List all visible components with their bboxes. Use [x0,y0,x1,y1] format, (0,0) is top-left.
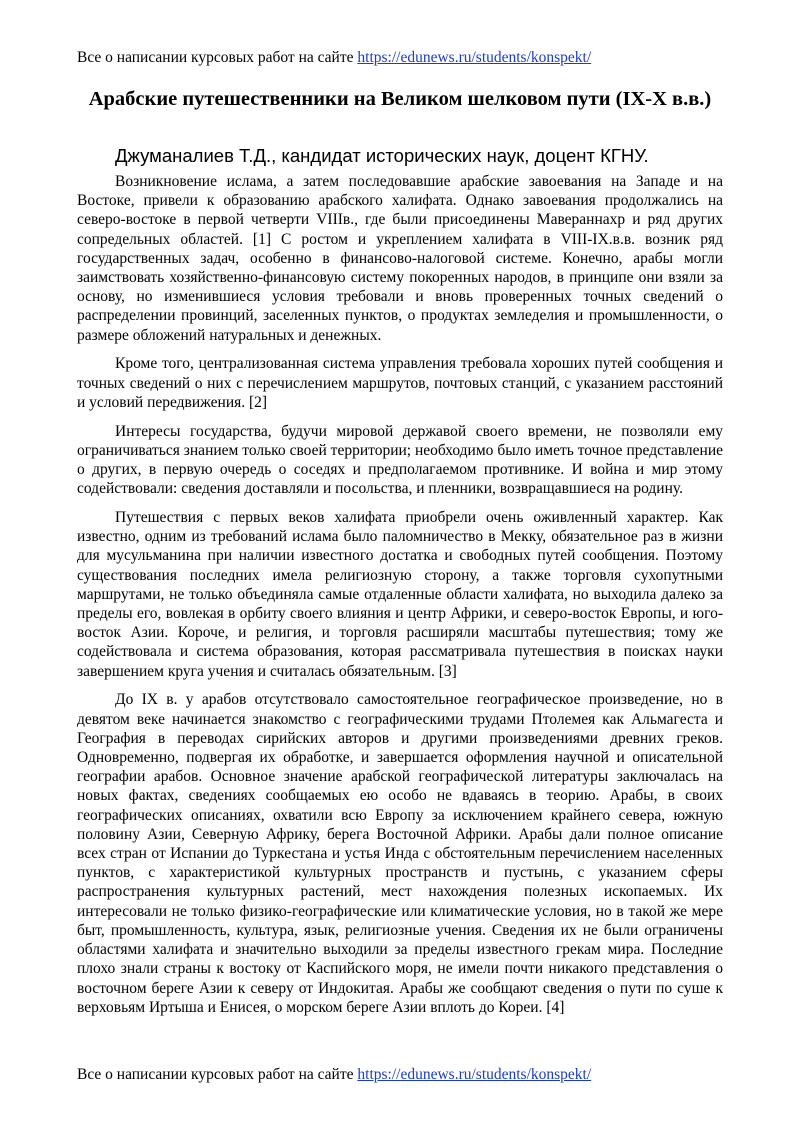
paragraph-2: Кроме того, централизованная система управления требовала хороших путей сообщения и точных сведений о них с перечислением маршрутов, почтовых станций, с указанием расстояний и условий передвижения. [2] [77,355,723,411]
page-footer [77,1065,591,1085]
header-text: Все о написании курсовых работ на сайте [77,49,358,66]
footer-text: Все о написании курсовых работ на сайте [77,1066,358,1083]
document-body [77,172,723,1027]
author-line: Джуманалиев Т.Д., кандидат исторических наук, доцент КГНУ. [115,145,649,166]
paragraph-1: Возникновение ислама, а затем последовавшие арабские завоевания на Западе и на Востоке, привели к образованию арабского халифата. Однако завоевания продолжались на северо-востоке в первой четверти VIIIв., где были присоединены Мавераннахр и ряд других сопредельных областей. [1] С ростом и укреплением халифата в VIII-IX.в.в. возник ряд государственных задач, особенно в финансово-налоговой системе. Конечно, арабы могли заимствовать хозяйственно-финансовую систему покоренных народов, в принципе они взяли за основу, но изменившиеся условия требовали и вновь проверенных точных сведений о распределении провинций, заселенных пунктов, о продуктах земледелия и промышленности, о размере обложений натуральных и денежных. [77,173,723,344]
header-link[interactable]: https://edunews.ru/students/konspekt/ [357,49,592,66]
document-title: Арабские путешественники на Великом шелковом пути (IX-X в.в.) [88,88,712,110]
footer-link[interactable]: https://edunews.ru/students/konspekt/ [357,1066,592,1083]
paragraph-5: До IX в. у арабов отсутствовало самостоятельное географическое произведение, но в девятом веке начинается знакомство с географическими трудами Птолемея как Альмагеста и География в переводах сирийских авторов и другими произведениями древних греков. Одновременно, подвергая их обработке, и завершается оформления научной и описательной географии арабов. Основное значение арабской географической литературы заключалась на новых фактах, сведениях сообщаемых ею особо не вдаваясь в теорию. Арабы, в своих географических описаниях, охватили всю Европу за исключением крайнего севера, южную половину Азии, Северную Африку, берега Восточной Африки. Арабы дали полное описание всех стран от Испании до Туркестана и устья Инда с обстоятельным перечислением населенных пунктов, с характеристикой культурных пространств и пустынь, с указанием сферы распространения культурных растений, мест нахождения полезных ископаемых. Их интересовали не только физико-географические или климатические условия, но в такой же мере быт, промышленность, культура, язык, религиозные учения. Сведения их не были ограничены областями халифата и значительно выходили за пределы известного грекам мира. Последние плохо знали страны к востоку от Каспийского моря, не имели почти никакого представления о восточном береге Азии к северу от Индокитая. Арабы же сообщают сведения о пути по суше к верховьям Иртыша и Енисея, о морском береге Азии вплоть до Кореи. [4] [77,691,723,1016]
paragraph-4: Путешествия с первых веков халифата приобрели очень оживленный характер. Как известно, одним из требований ислама было паломничество в Мекку, обязательное раз в жизни для мусульманина при наличии известного достатка и свободных путей сообщения. Поэтому существования последних имела религиозную сторону, а также торговля сухопутными маршрутами, не только объединяла самые отдаленные области халифата, но выходила далеко за пределы его, вовлекая в орбиту своего влияния и центр Африки, и северо-восток Европы, и юго-восток Азии. Короче, и религия, и торговля расширяли масштабы путешествия; тому же содействовала и система образования, которая рассматривала путешествия в поисках науки завершением круга учения и считалась обязательным. [3] [77,509,723,680]
page-header [77,48,591,68]
paragraph-3: Интересы государства, будучи мировой державой своего времени, не позволяли ему ограничиваться знанием только своей территории; необходимо было иметь точное представление о других, в первую очередь о соседях и предполагаемом противнике. И война и мир этому содействовали: сведения доставляли и посольства, и пленники, возвращавшиеся на родину. [77,422,723,498]
